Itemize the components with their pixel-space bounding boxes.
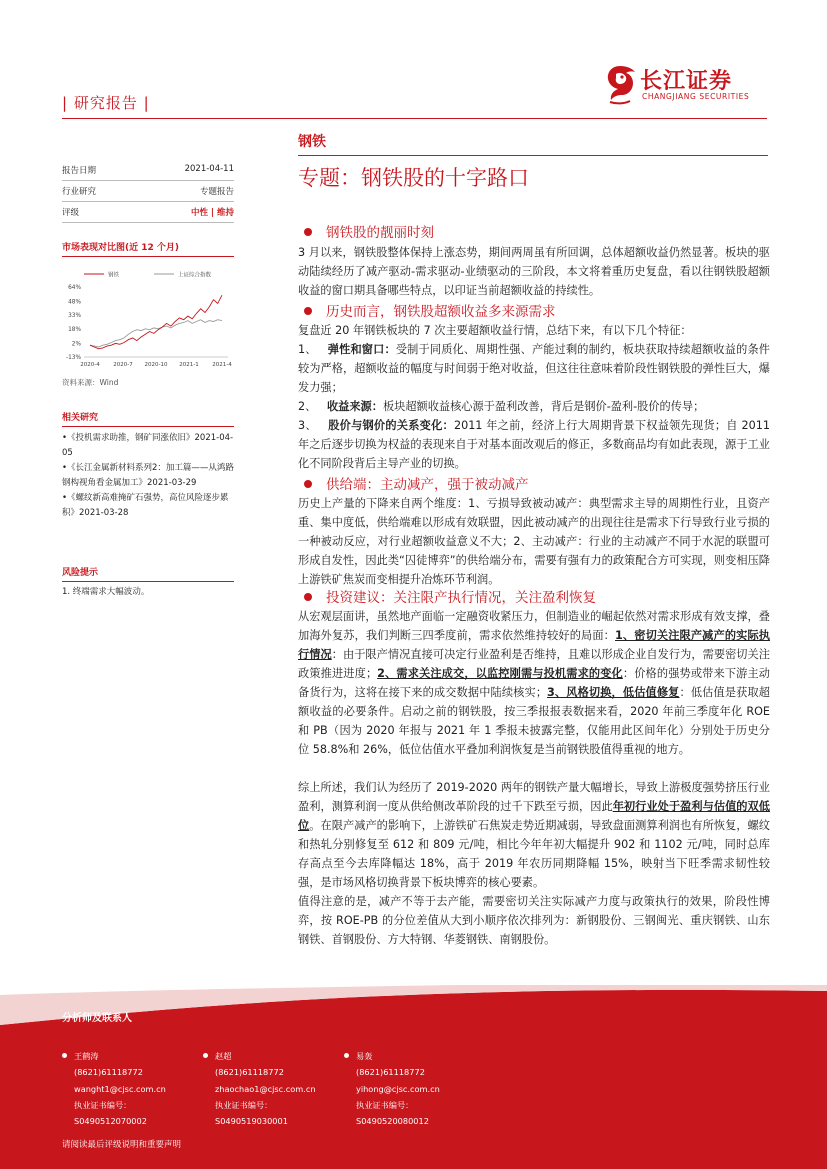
numbered-point: 1、 弹性和窗口：受制于同质化、周期性强、产能过剩的制约，板块获取持续超额收益的条件较为严格，超额收益的幅度与时间弱于绝对收益，但这往往意味着阶段性钢铁股的弹性巨大，爆发力强；	[298, 343, 770, 394]
analyst-card	[74, 1048, 166, 1129]
analyst-cert-label: 执业证书编号：	[74, 1099, 132, 1110]
market-performance-chart	[62, 265, 234, 375]
analyst-phone[interactable]: (8621)61118772	[356, 1067, 425, 1078]
analyst-card	[356, 1048, 440, 1129]
section-paragraph: 3 月以来，钢铁股整体保持上涨态势，期间两周虽有所回调，总体超额收益仍然显著。板块的驱动陆续经历了减产驱动-需求驱动-业绩驱动的三阶段，本文将着重历史复盘，看以往钢铁股超额收益的窗口期具备哪些特点，以印证当前超额收益的持续性。	[298, 246, 770, 297]
analyst-cert-label: 执业证书编号：	[356, 1099, 414, 1110]
meta-key: 评级	[62, 208, 80, 218]
report-type-tag: | 研究报告 |	[62, 94, 150, 112]
meta-key: 报告日期	[62, 166, 97, 176]
meta-row	[62, 181, 234, 202]
section-heading: 历史而言，钢铁股超额收益多来源需求	[298, 300, 556, 320]
related-research-item[interactable]: •《投机需求助推，钢矿同涨依旧》2021-04-05	[62, 433, 234, 458]
company-logo	[602, 62, 772, 106]
section-paragraph: 综上所述，我们认为经历了 2019-2020 两年的钢铁产量大幅增长，导致上游极度强势挤压行业盈利，测算利润一度从供给侧改革阶段的过千下跌至亏损，因此年初行业处于盈利与估值的双低位。在限产减产的影响下，上游铁矿石焦炭走势近期减弱，导致盘面测算利润也有所恢复，螺纹和热轧分别修复至 612 和 809 元/吨，相比今年年初大幅提升 902 和 1102 元/吨，同时总库存高点至今去库降幅达 18%，高于 2019 年农历同期降幅 15%，映射当下旺季需求韧性较强，是市场风格切换背景下板块博弈的核心要素。	[298, 781, 770, 889]
analyst-cert: S0490520080012	[356, 1116, 429, 1127]
bullet-dot-icon	[62, 1053, 67, 1058]
legend-label: 上证综合指数	[178, 272, 212, 279]
meta-row	[62, 202, 234, 223]
related-research-list	[62, 431, 234, 521]
rating-value: 中性 | 维持	[190, 208, 234, 218]
y-tick-label: 33%	[68, 313, 81, 320]
analyst-cert-label: 执业证书编号：	[215, 1099, 273, 1110]
bullet-dot-icon	[203, 1053, 208, 1058]
section-divider	[62, 581, 234, 582]
section-paragraph: 复盘近 20 年钢铁板块的 7 次主要超额收益行情，总结下来，有以下几个特征：	[298, 324, 692, 337]
related-research-title: 相关研究	[62, 413, 99, 423]
risk-item: 1. 终端需求大幅波动。	[62, 587, 150, 597]
x-tick-label: 2020-10	[144, 362, 168, 368]
analyst-name: 易轰	[356, 1051, 373, 1061]
section-divider	[62, 426, 234, 427]
phoenix-logo-icon	[602, 62, 638, 106]
x-tick-label: 2021-4	[212, 362, 232, 368]
analyst-email[interactable]: yihong@cjsc.com.cn	[356, 1083, 440, 1094]
header-divider	[62, 118, 767, 119]
section-paragraph: 历史上产量的下降来自两个维度：1、亏损导致被动减产：典型需求主导的周期性行业，且资产重、集中度低，供给端难以形成有效联盟，因此被动减产的出现往往是需求下行导致行业亏损的一种被动反应，对行业超额收益意义不大；2、主动减产：行业的主动减产不同于水泥的联盟可形成自发性，因此类“囚徒博弈”的供给端分布，需要有强有力的政策配合方可实现，则变相压降上游铁矿焦炭而变相提升冶炼环节利润。	[298, 497, 770, 586]
risk-title: 风险提示	[62, 568, 99, 578]
bullet-dot-icon	[304, 480, 312, 488]
section-paragraph: 值得注意的是，减产不等于去产能，需要密切关注实际减产力度与政策执行的效果，阶段性博弈，按 ROE-PB 的分位差值从大到小顺序依次排列为：新钢股份、三钢闽光、重庆钢铁、山东钢铁、首钢股份、方大特钢、华菱钢铁、南钢股份。	[298, 895, 770, 946]
analyst-name: 赵超	[215, 1051, 232, 1061]
report-meta-table	[62, 160, 234, 220]
section-heading: 钢铁股的靓丽时刻	[298, 221, 434, 241]
y-tick-label: 2%	[71, 341, 81, 348]
legend-label: 钢铁	[108, 272, 120, 279]
bullet-dot-icon	[344, 1053, 349, 1058]
section-divider	[62, 256, 234, 257]
contacts-label: 分析师及联系人	[62, 1013, 132, 1024]
numbered-point: 3、 股价与钢价的关系变化：2011 年之前，经济上行大周期背景下权益领先现货；自 2011 年之后逐步切换为权益的表现来自于对基本面改观后的修正，多数商品均有如此表现，源于工业化不同阶段背后主导产业的切换。	[298, 419, 770, 470]
analyst-phone[interactable]: (8621)61118772	[74, 1067, 143, 1078]
chart-source: 资料来源：Wind	[62, 378, 119, 387]
related-research-item[interactable]: •《长江金属新材料系列2：加工篇——从鸿路钢构视角看金属加工》2021-03-29	[62, 463, 234, 488]
y-tick-label: 64%	[68, 285, 81, 291]
meta-value: 专题报告	[199, 187, 234, 197]
numbered-point: 2、 收益来源：板块超额收益核心源于盈利改善，背后是钢价-盈利-股价的传导；	[298, 400, 705, 413]
x-tick-label: 2020-7	[113, 362, 133, 368]
market-chart-title: 市场表现对比图(近 12 个月)	[62, 243, 180, 253]
page-title: 专题：钢铁股的十字路口	[298, 166, 529, 190]
analyst-email[interactable]: zhaochao1@cjsc.com.cn	[215, 1083, 316, 1094]
meta-key: 行业研究	[62, 187, 97, 197]
y-tick-label: 18%	[68, 326, 81, 333]
bullet-dot-icon	[304, 228, 312, 236]
analyst-phone[interactable]: (8621)61118772	[215, 1067, 284, 1078]
analyst-name: 王鹤涛	[74, 1051, 99, 1061]
logo-english-name: CHANGJIANG SECURITIES	[642, 92, 750, 101]
analyst-cert: S0490519030001	[215, 1116, 288, 1127]
analyst-email[interactable]: wanght1@cjsc.com.cn	[74, 1083, 166, 1094]
y-tick-label: 48%	[68, 299, 81, 306]
section-paragraph: 从宏观层面讲，虽然地产面临一定融资收紧压力，但制造业的崛起依然对需求形成有效支撑，叠加海外复苏，我们判断三四季度前，需求依然维持较好的局面：1、密切关注限产减产的实际执行情况：由于限产情况直接可决定行业盈利是否维持，且难以形成企业自发行为，需要密切关注政策推进进度；2、需求关注成交，以监控刚需与投机需求的变化：价格的强势或带来下游主动备货行为，这将在接下来的成交数据中陆续核实；3、风格切换，低估值修复：低估值是获取超额收益的必要条件。启动之前的钢铁股，按三季报报表数据来看，2020 年前三季度年化 ROE 和 PB（因为 2020 年报与 2021 年 1 季报未披露完整，仅能用此区间年化）分别处于历史分位 58.8%和 26%，低位估值水平叠加利润恢复是当前钢铁股值得重视的地方。	[298, 610, 770, 756]
logo-chinese-name: 长江证券	[640, 69, 733, 94]
analyst-card	[215, 1048, 316, 1129]
x-tick-label: 2020-4	[80, 362, 100, 368]
steel-series-line	[90, 295, 222, 349]
x-tick-label: 2021-1	[179, 362, 199, 368]
industry-label: 钢铁	[298, 134, 326, 150]
section-heading: 投资建议：关注限产执行情况，关注盈利恢复	[298, 586, 596, 606]
bullet-dot-icon	[304, 307, 312, 315]
section-heading: 供给端：主动减产，强于被动减产	[298, 473, 529, 493]
index-series-line	[90, 320, 222, 347]
title-divider	[298, 155, 768, 156]
meta-value: 2021-04-11	[184, 164, 234, 174]
meta-row	[62, 160, 234, 181]
y-tick-label: -13%	[66, 355, 81, 361]
analyst-cert: S0490512070002	[74, 1116, 147, 1127]
bullet-dot-icon	[304, 593, 312, 601]
disclaimer: 请阅读最后评级说明和重要声明	[62, 1140, 182, 1150]
related-research-item[interactable]: •《螺纹新高难掩矿石强势，高位风险逐步累积》2021-03-28	[62, 493, 229, 518]
